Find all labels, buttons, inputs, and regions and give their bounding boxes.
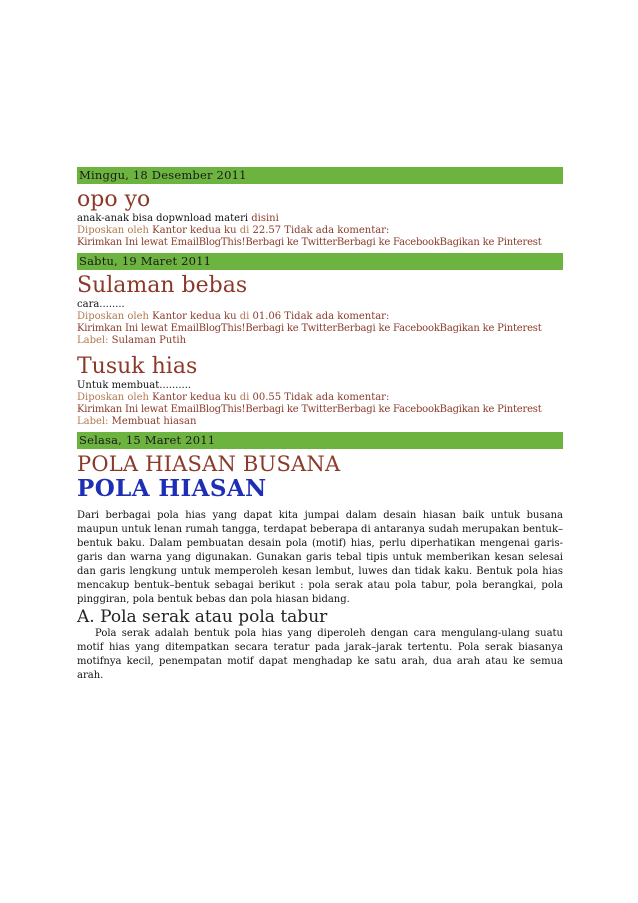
share-links[interactable]: Kirimkan Ini lewat EmailBlogThis!Berbagi ke TwitterBerbagi ke FacebookBagikan ke Pinterest [77, 323, 542, 334]
share-links[interactable]: Kirimkan Ini lewat EmailBlogThis!Berbagi ke TwitterBerbagi ke FacebookBagikan ke Pinterest [77, 237, 542, 248]
post-title[interactable]: opo yo [77, 187, 151, 212]
label-prefix: Label: [77, 416, 112, 427]
author-link[interactable]: Kantor kedua ku [152, 311, 237, 322]
post-meta [77, 311, 563, 323]
comments-link[interactable]: Tidak ada komentar: [281, 392, 390, 403]
time-link[interactable]: 22.57 [252, 225, 282, 236]
comments-link[interactable]: Tidak ada komentar: [281, 225, 390, 236]
at-label: di [236, 311, 253, 322]
date-header: Minggu, 18 Desember 2011 [77, 167, 563, 184]
article-heading: POLA HIASAN [77, 475, 267, 502]
posted-by-label: Diposkan oleh [77, 392, 153, 403]
label-link[interactable]: Membuat hiasan [111, 416, 197, 427]
post-snippet [77, 213, 563, 225]
post-title[interactable]: Tusuk hias [77, 354, 198, 379]
download-link[interactable]: disini [251, 213, 279, 224]
post-meta [77, 392, 563, 404]
author-link[interactable]: Kantor kedua ku [152, 392, 237, 403]
post-labels [77, 416, 563, 428]
at-label: di [236, 225, 253, 236]
article-paragraph: Dari berbagai pola hias yang dapat kita jumpai dalam desain hiasan baik untuk busana maupun untuk lenan rumah tangga, terdapat beberapa di antaranya sudah merupakan bentuk–bentuk baku. Dalam pembuatan desain pola (motif) hias, perlu diperhatikan mengenai garis-garis dan warna yang digunakan. Gunakan garis tebal tipis untuk memberikan kesan selesai dan garis lengkung untuk memperoleh kesan lembut, luwes dan tidak kaku. Bentuk pola hias mencakup bentuk–bentuk sebagai berikut : pola serak atau pola tabur, pola berangkai, pola pinggiran, pola bentuk bebas dan pola hiasan bidang. [77, 510, 563, 605]
date-header: Sabtu, 19 Maret 2011 [77, 253, 563, 270]
post-labels [77, 335, 563, 347]
comments-link[interactable]: Tidak ada komentar: [281, 311, 390, 322]
author-link[interactable]: Kantor kedua ku [152, 225, 237, 236]
post-snippet: Untuk membuat.......... [77, 380, 192, 391]
post-title[interactable]: POLA HIASAN BUSANA [77, 452, 341, 476]
post-snippet: cara........ [77, 299, 125, 310]
section-paragraph: Pola serak adalah bentuk pola hias yang diperoleh dengan cara mengulang-ulang suatu motif hias yang ditempatkan secara teratur pada jarak–jarak tertentu. Pola serak biasanya motifnya kecil, penempatan motif dapat menghadap ke satu arah, dua arah atau ke semua arah. [77, 628, 563, 681]
section-heading: A. Pola serak atau pola tabur [77, 607, 328, 627]
post-title[interactable]: Sulaman bebas [77, 273, 248, 298]
at-label: di [236, 392, 253, 403]
label-link[interactable]: Sulaman Putih [111, 335, 187, 346]
post-meta [77, 225, 563, 237]
posted-by-label: Diposkan oleh [77, 311, 153, 322]
time-link[interactable]: 01.06 [252, 311, 282, 322]
label-prefix: Label: [77, 335, 112, 346]
share-links[interactable]: Kirimkan Ini lewat EmailBlogThis!Berbagi ke TwitterBerbagi ke FacebookBagikan ke Pinterest [77, 404, 542, 415]
posted-by-label: Diposkan oleh [77, 225, 153, 236]
time-link[interactable]: 00.55 [252, 392, 282, 403]
date-header: Selasa, 15 Maret 2011 [77, 432, 563, 449]
blog-content [77, 167, 563, 683]
snippet-text: anak-anak bisa dopwnload materi [77, 213, 252, 224]
